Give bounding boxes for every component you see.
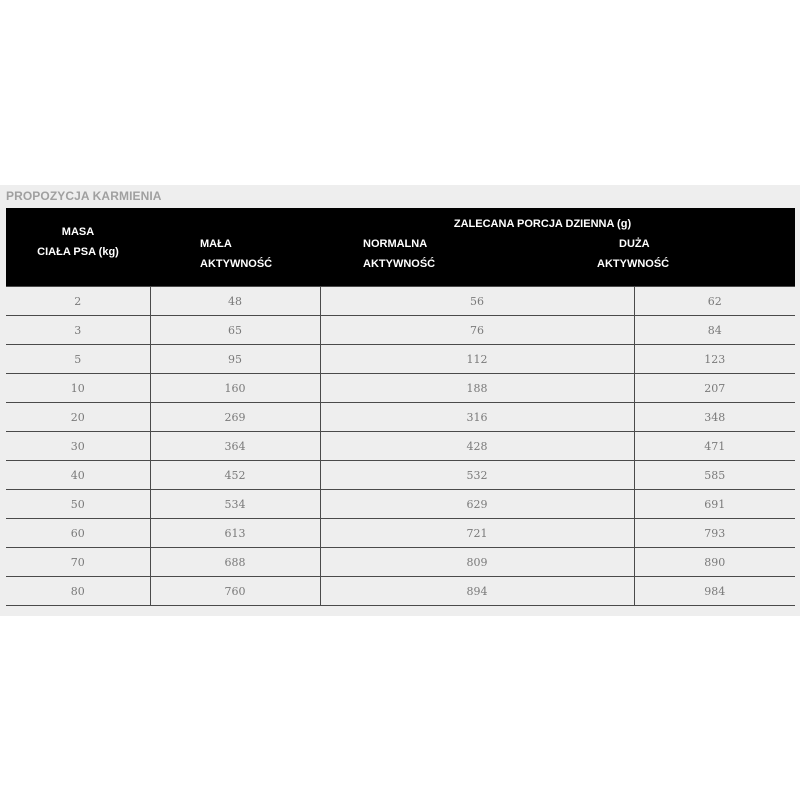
low-activity-cell: 364: [150, 432, 320, 461]
high-activity-cell: 984: [634, 577, 795, 606]
table-row: [6, 316, 795, 345]
table-row: [6, 461, 795, 490]
high-activity-cell: 123: [634, 345, 795, 374]
header-high-activity-line1: DUŻA: [619, 238, 650, 250]
normal-activity-cell: 188: [320, 374, 634, 403]
table-row: [6, 287, 795, 316]
table-body: [6, 287, 795, 606]
low-activity-cell: 688: [150, 548, 320, 577]
low-activity-cell: 65: [150, 316, 320, 345]
high-activity-cell: 84: [634, 316, 795, 345]
normal-activity-cell: 112: [320, 345, 634, 374]
high-activity-cell: 691: [634, 490, 795, 519]
header-high-activity: [597, 234, 795, 287]
header-high-activity-line2: AKTYWNOŚĆ: [597, 258, 670, 270]
body-mass-cell: 2: [6, 287, 150, 316]
low-activity-cell: 452: [150, 461, 320, 490]
body-mass-cell: 40: [6, 461, 150, 490]
normal-activity-cell: 629: [320, 490, 634, 519]
low-activity-cell: 534: [150, 490, 320, 519]
header-low-activity: [150, 234, 320, 287]
normal-activity-cell: 428: [320, 432, 634, 461]
table-row: [6, 519, 795, 548]
low-activity-cell: 95: [150, 345, 320, 374]
high-activity-cell: 793: [634, 519, 795, 548]
body-mass-cell: 50: [6, 490, 150, 519]
high-activity-cell: 348: [634, 403, 795, 432]
high-activity-cell: 585: [634, 461, 795, 490]
low-activity-cell: 48: [150, 287, 320, 316]
normal-activity-cell: 894: [320, 577, 634, 606]
low-activity-cell: 613: [150, 519, 320, 548]
body-mass-cell: 20: [6, 403, 150, 432]
normal-activity-cell: 721: [320, 519, 634, 548]
high-activity-cell: 62: [634, 287, 795, 316]
low-activity-cell: 760: [150, 577, 320, 606]
table-row: [6, 345, 795, 374]
table-row: [6, 374, 795, 403]
normal-activity-cell: 532: [320, 461, 634, 490]
body-mass-cell: 10: [6, 374, 150, 403]
table-row: [6, 432, 795, 461]
body-mass-cell: 60: [6, 519, 150, 548]
header-body-mass: [6, 208, 150, 287]
high-activity-cell: 890: [634, 548, 795, 577]
low-activity-cell: 269: [150, 403, 320, 432]
table-row: [6, 548, 795, 577]
panel-title: PROPOZYCJA KARMIENIA: [6, 189, 162, 203]
feeding-table: [6, 208, 795, 606]
header-mass-line1: MASA: [61, 226, 95, 238]
header-low-activity-line1: MAŁA: [200, 238, 232, 250]
table-row: [6, 577, 795, 606]
table-row: [6, 490, 795, 519]
table-row: [6, 403, 795, 432]
header-normal-activity-line1: NORMALNA: [363, 238, 428, 250]
low-activity-cell: 160: [150, 374, 320, 403]
table-header: [6, 208, 795, 287]
normal-activity-cell: 316: [320, 403, 634, 432]
header-daily-portion: ZALECANA PORCJA DZIENNA (g): [150, 208, 795, 234]
header-low-activity-line2: AKTYWNOŚĆ: [200, 258, 273, 270]
body-mass-cell: 3: [6, 316, 150, 345]
high-activity-cell: 207: [634, 374, 795, 403]
high-activity-cell: 471: [634, 432, 795, 461]
header-normal-activity: [320, 234, 634, 287]
body-mass-cell: 70: [6, 548, 150, 577]
header-normal-activity-line2: AKTYWNOŚĆ: [363, 258, 436, 270]
body-mass-cell: 5: [6, 345, 150, 374]
normal-activity-cell: 809: [320, 548, 634, 577]
body-mass-cell: 80: [6, 577, 150, 606]
body-mass-cell: 30: [6, 432, 150, 461]
normal-activity-cell: 76: [320, 316, 634, 345]
normal-activity-cell: 56: [320, 287, 634, 316]
header-mass-line2: CIAŁA PSA (kg): [37, 246, 119, 258]
feeding-panel: [0, 185, 800, 616]
